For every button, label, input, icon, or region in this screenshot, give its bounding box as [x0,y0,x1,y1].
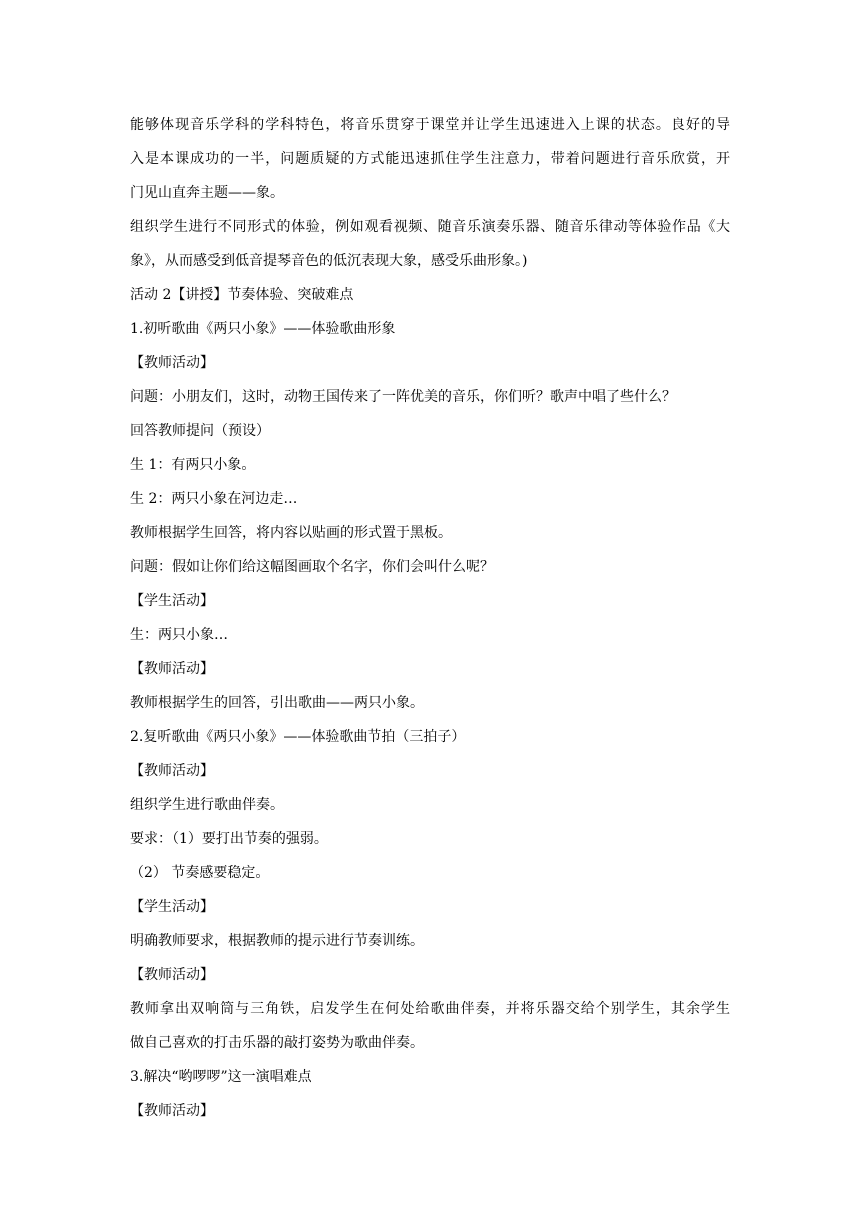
text-line: 教师根据学生回答，将内容以贴画的形式置于黑板。 [130,525,452,541]
text-line: 做自己喜欢的打击乐器的敲打姿势为歌曲伴奏。 [130,1035,424,1051]
activity-heading: 活动 2【讲授】节奏体验、突破难点 [130,287,354,303]
section-heading: 3.解决“哟啰啰”这一演唱难点 [130,1069,312,1085]
text-line: 问题：假如让你们给这幅图画取个名字，你们会叫什么呢？ [130,559,494,575]
text-line: 要求：（1）要打出节奏的强弱。 [130,831,328,847]
text-line: 能够体现音乐学科的学科特色，将音乐贯穿于课堂并让学生迅速进入上课的状态。良好的导 [130,117,730,133]
text-line: 象》，从而感受到低音提琴音色的低沉表现大象，感受乐曲形象。) [130,253,528,269]
text-line: 明确教师要求，根据教师的提示进行节奏训练。 [130,933,424,949]
text-line: 生 1：有两只小象。 [130,457,256,473]
text-line: 问题：小朋友们，这时，动物王国传来了一阵优美的音乐，你们听？歌声中唱了些什么？ [130,389,676,405]
text-line: 教师根据学生的回答，引出歌曲——两只小象。 [130,695,424,711]
text-line: 组织学生进行歌曲伴奏。 [130,797,284,813]
text-line: 门见山直奔主题——象。 [130,185,284,201]
text-line: 生 2：两只小象在河边走… [130,491,298,507]
role-label: 【教师活动】 [130,967,214,983]
text-line: 入是本课成功的一半，问题质疑的方式能迅速抓住学生注意力，带着问题进行音乐欣赏，开 [130,151,730,167]
role-label: 【学生活动】 [130,899,214,915]
text-line: 生：两只小象… [130,627,228,643]
role-label: 【教师活动】 [130,355,214,371]
role-label: 【学生活动】 [130,593,214,609]
text-line: 组织学生进行不同形式的体验，例如观看视频、随音乐演奏乐器、随音乐律动等体验作品《大 [130,219,730,235]
section-heading: 1.初听歌曲《两只小象》——体验歌曲形象 [130,321,396,337]
text-line: 教师拿出双响筒与三角铁，启发学生在何处给歌曲伴奏，并将乐器交给个别学生，其余学生 [130,1001,730,1017]
role-label: 【教师活动】 [130,661,214,677]
text-line: （2） 节奏感要稳定。 [130,865,270,881]
document-body [130,108,730,1128]
text-line: 回答教师提问（预设） [130,423,270,439]
section-heading: 2.复听歌曲《两只小象》——体验歌曲节拍（三拍子） [130,729,466,745]
role-label: 【教师活动】 [130,1103,214,1119]
role-label: 【教师活动】 [130,763,214,779]
